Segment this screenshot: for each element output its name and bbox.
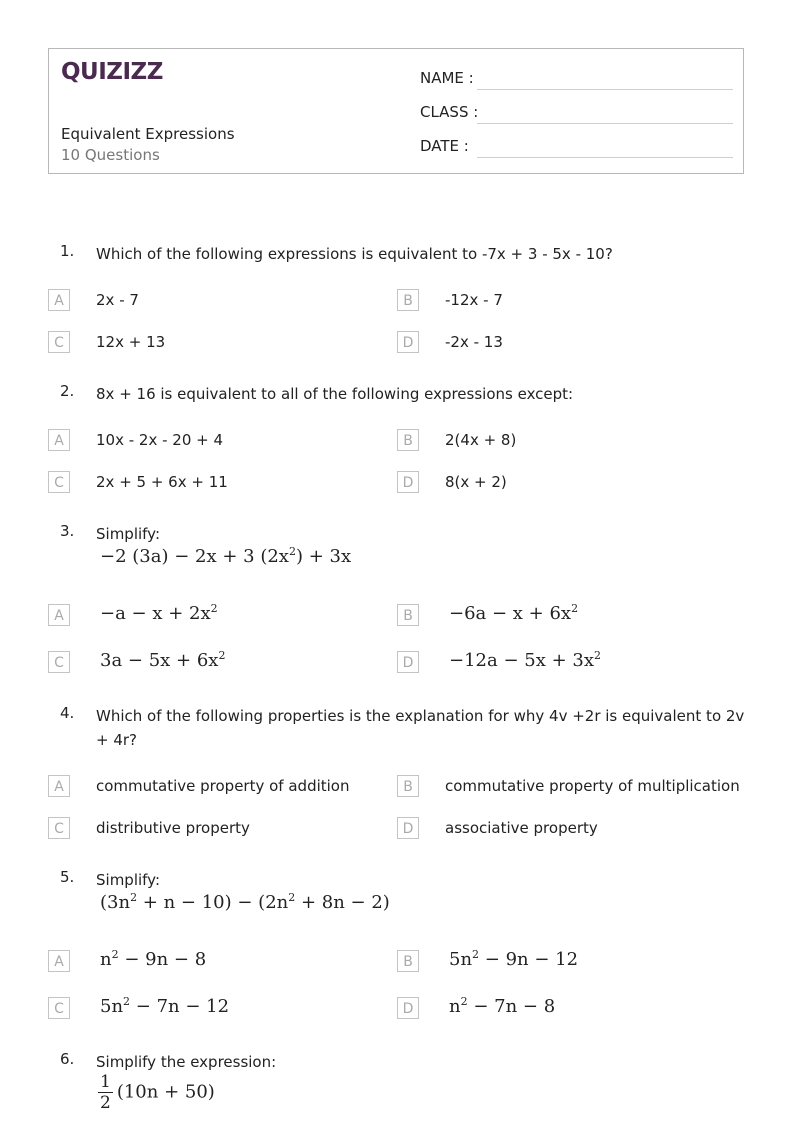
question-text: Which of the following expressions is equivalent to -7x + 3 - 5x - 10? — [96, 245, 613, 263]
option-letter: B — [397, 604, 419, 626]
option-text: $5n^2 - 7n - 12$ — [100, 995, 230, 1017]
option-letter: A — [48, 950, 70, 972]
option-text: distributive property — [96, 819, 250, 837]
option-letter: A — [48, 775, 70, 797]
option-letter: D — [397, 651, 419, 673]
date-label: DATE : — [420, 137, 469, 155]
option-text: 2x - 7 — [96, 291, 139, 309]
option-letter: C — [48, 651, 70, 673]
option-text: associative property — [445, 819, 598, 837]
option-text: 12x + 13 — [96, 333, 166, 351]
question-expression: −2 (3a) − 2x + 3 $(2x^2) + 3x$ — [100, 545, 352, 567]
question-number: 1. — [60, 242, 75, 260]
question-count: 10 Questions — [61, 146, 160, 164]
option-text: -2x - 13 — [445, 333, 503, 351]
option-letter: C — [48, 997, 70, 1019]
option-letter: D — [397, 471, 419, 493]
class-field[interactable] — [477, 123, 733, 124]
option-text: $-a - x + 2x^2$ — [100, 602, 218, 624]
option-text: 10x - 2x - 20 + 4 — [96, 431, 224, 449]
option-letter: D — [397, 997, 419, 1019]
worksheet-title: Equivalent Expressions — [61, 125, 235, 143]
question-number: 4. — [60, 704, 75, 722]
option-text: commutative property of addition — [96, 777, 350, 795]
option-letter: A — [48, 604, 70, 626]
date-field[interactable] — [477, 157, 733, 158]
question-text: 8x + 16 is equivalent to all of the following expressions except: — [96, 385, 574, 403]
question-number: 2. — [60, 382, 75, 400]
option-letter: B — [397, 429, 419, 451]
fraction: $\frac{1}{2}$ — [100, 1072, 111, 1113]
option-letter: A — [48, 289, 70, 311]
option-text: -12x - 7 — [445, 291, 503, 309]
option-letter: D — [397, 817, 419, 839]
name-field[interactable] — [477, 89, 733, 90]
quizizz-logo: QUIZIZZ — [61, 59, 163, 85]
option-letter: B — [397, 775, 419, 797]
option-text: $-12a - 5x + 3x^2$ — [449, 649, 601, 671]
question-expression: $(3n^2 + n - 10) - (2n^2 + 8n - 2)$ — [100, 891, 390, 913]
option-letter: C — [48, 471, 70, 493]
question-text: Which of the following properties is the explanation for why 4v +2r is equivalent to 2v + 4r? — [96, 707, 745, 749]
question-expression: $\frac{1}{2}$ (10n + 50) — [100, 1072, 215, 1113]
option-letter: A — [48, 429, 70, 451]
question-text: Simplify the expression: — [96, 1053, 277, 1071]
option-letter: B — [397, 289, 419, 311]
question-number: 5. — [60, 868, 75, 886]
option-text: $3a - 5x + 6x^2$ — [100, 649, 226, 671]
option-text: 2(4x + 8) — [445, 431, 517, 449]
option-text: commutative property of multiplication — [445, 777, 740, 795]
name-label: NAME : — [420, 69, 474, 87]
question-number: 6. — [60, 1050, 75, 1068]
option-letter: D — [397, 331, 419, 353]
option-letter: C — [48, 331, 70, 353]
worksheet-header — [48, 48, 744, 174]
question-number: 3. — [60, 522, 75, 540]
option-text: 8(x + 2) — [445, 473, 507, 491]
option-text: $-6a - x + 6x^2$ — [449, 602, 579, 624]
option-text: $n^2 - 7n - 8$ — [449, 995, 556, 1017]
option-text: 2x + 5 + 6x + 11 — [96, 473, 228, 491]
option-letter: B — [397, 950, 419, 972]
question-text: Simplify: — [96, 525, 161, 543]
question-text: Simplify: — [96, 871, 161, 889]
class-label: CLASS : — [420, 103, 479, 121]
option-text: $5n^2 - 9n - 12$ — [449, 948, 579, 970]
option-text: $n^2 - 9n - 8$ — [100, 948, 207, 970]
option-letter: C — [48, 817, 70, 839]
